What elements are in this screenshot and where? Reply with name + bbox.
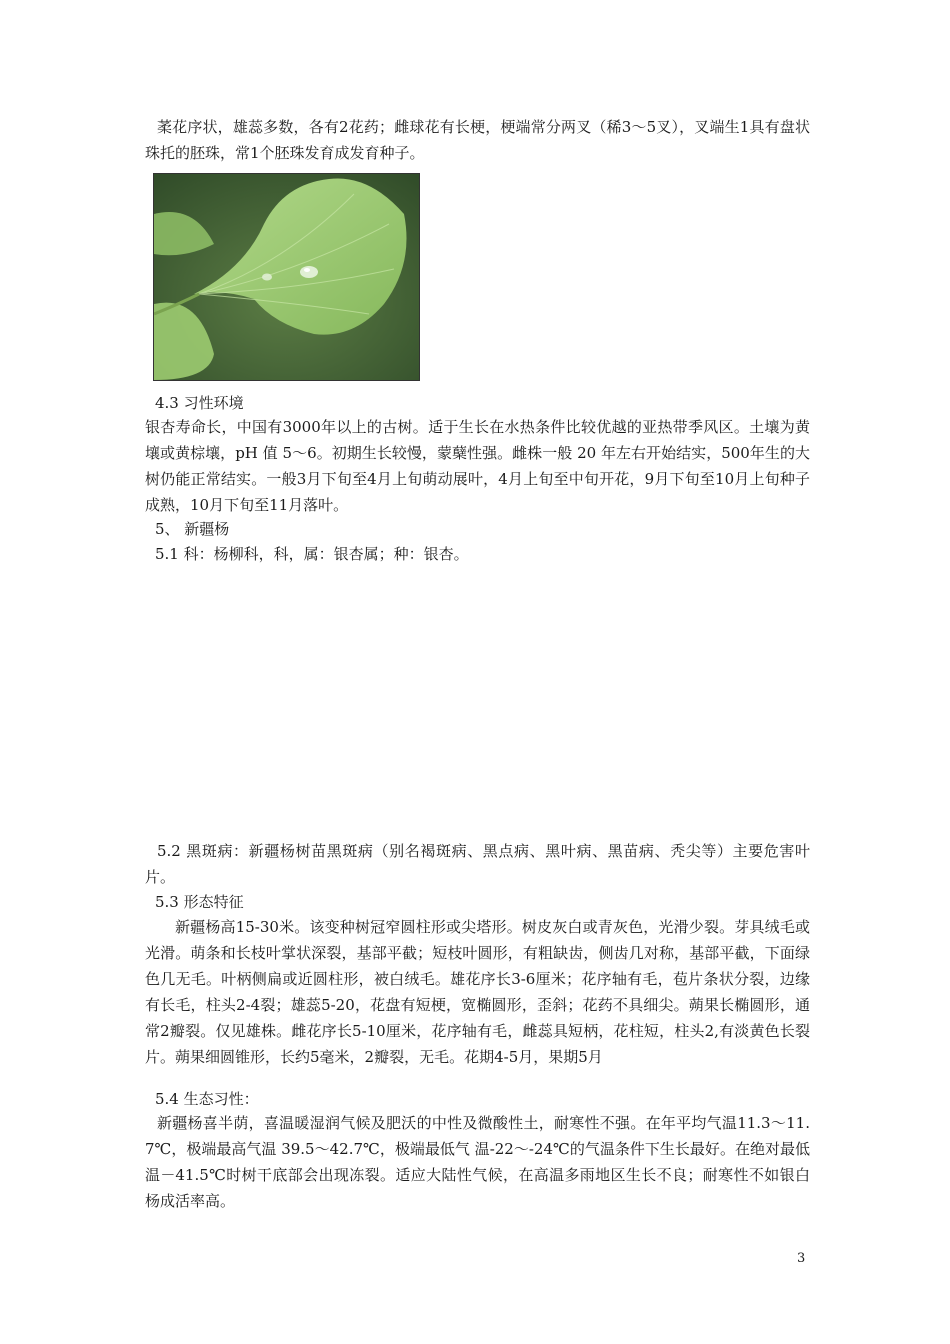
page-number: 3 (797, 1251, 806, 1266)
paragraph-4-3: 银杏寿命长，中国有3000年以上的古树。适于生长在水热条件比较优越的亚热带季风区。土壤为黄壤或黄棕壤，pH 值 5～6。初期生长较慢，蒙蘖性强。雌株一般 20 年左右开始结实，500年生的大树仍能正常结实。一般3月下旬至4月上旬萌动展叶，4月上旬至中旬开花，9月下旬至10月上旬种子成熟，10月下旬至11月落叶。 (145, 418, 810, 514)
section-heading-5: 5、 新疆杨 (155, 520, 230, 538)
ginkgo-leaf-image (154, 174, 419, 380)
section-heading-5-1: 5.1 科：杨柳科，科，属：银杏属；种：银杏。 (155, 545, 469, 563)
paragraph-5-2: 5.2 黑斑病：新疆杨树苗黑斑病（别名褐斑病、黑点病、黑叶病、黑苗病、秃尖等）主要危害叶片。 (145, 842, 810, 886)
section-heading-4-3: 4.3 习性环境 (155, 394, 244, 412)
section-heading-5-4: 5.4 生态习性： (155, 1090, 259, 1108)
section-heading-5-3: 5.3 形态特征 (155, 893, 244, 911)
paragraph-5-3: 新疆杨高15-30米。该变种树冠窄圆柱形或尖塔形。树皮灰白或青灰色，光滑少裂。芽具绒毛或光滑。萌条和长枝叶掌状深裂，基部平截；短枝叶圆形，有粗缺齿，侧齿几对称，基部平截，下面绿色几无毛。叶柄侧扁或近圆柱形，被白绒毛。雄花序长3-6厘米；花序轴有毛，苞片条状分裂，边缘有长毛，柱头2-4裂；雄蕊5-20，花盘有短梗，宽椭圆形，歪斜；花药不具细尖。蒴果长椭圆形，通常2瓣裂。仅见雄株。雌花序长5-10厘米，花序轴有毛，雌蕊具短柄，花柱短，柱头2,有淡黄色长裂片。蒴果细圆锥形，长约5毫米，2瓣裂，无毛。花期4-5月，果期5月 (145, 918, 810, 1066)
paragraph-5-4: 新疆杨喜半荫，喜温暖湿润气候及肥沃的中性及微酸性土，耐寒性不强。在年平均气温11.3～11.7℃，极端最高气温 39.5～42.7℃，极端最低气 温-22～-24℃的气温条件下生长最好。在绝对最低温－41.5℃时树干底部会出现冻裂。适应大陆性气候，在高温多雨地区生长不良；耐寒性不如银白杨成活率高。 (145, 1114, 810, 1210)
paragraph-intro: 葇花序状，雄蕊多数，各有2花药；雌球花有长梗，梗端常分两叉（稀3～5叉），叉端生1具有盘状珠托的胚珠，常1个胚珠发育成发育种子。 (145, 118, 810, 162)
ginkgo-leaf-photo (153, 173, 420, 381)
